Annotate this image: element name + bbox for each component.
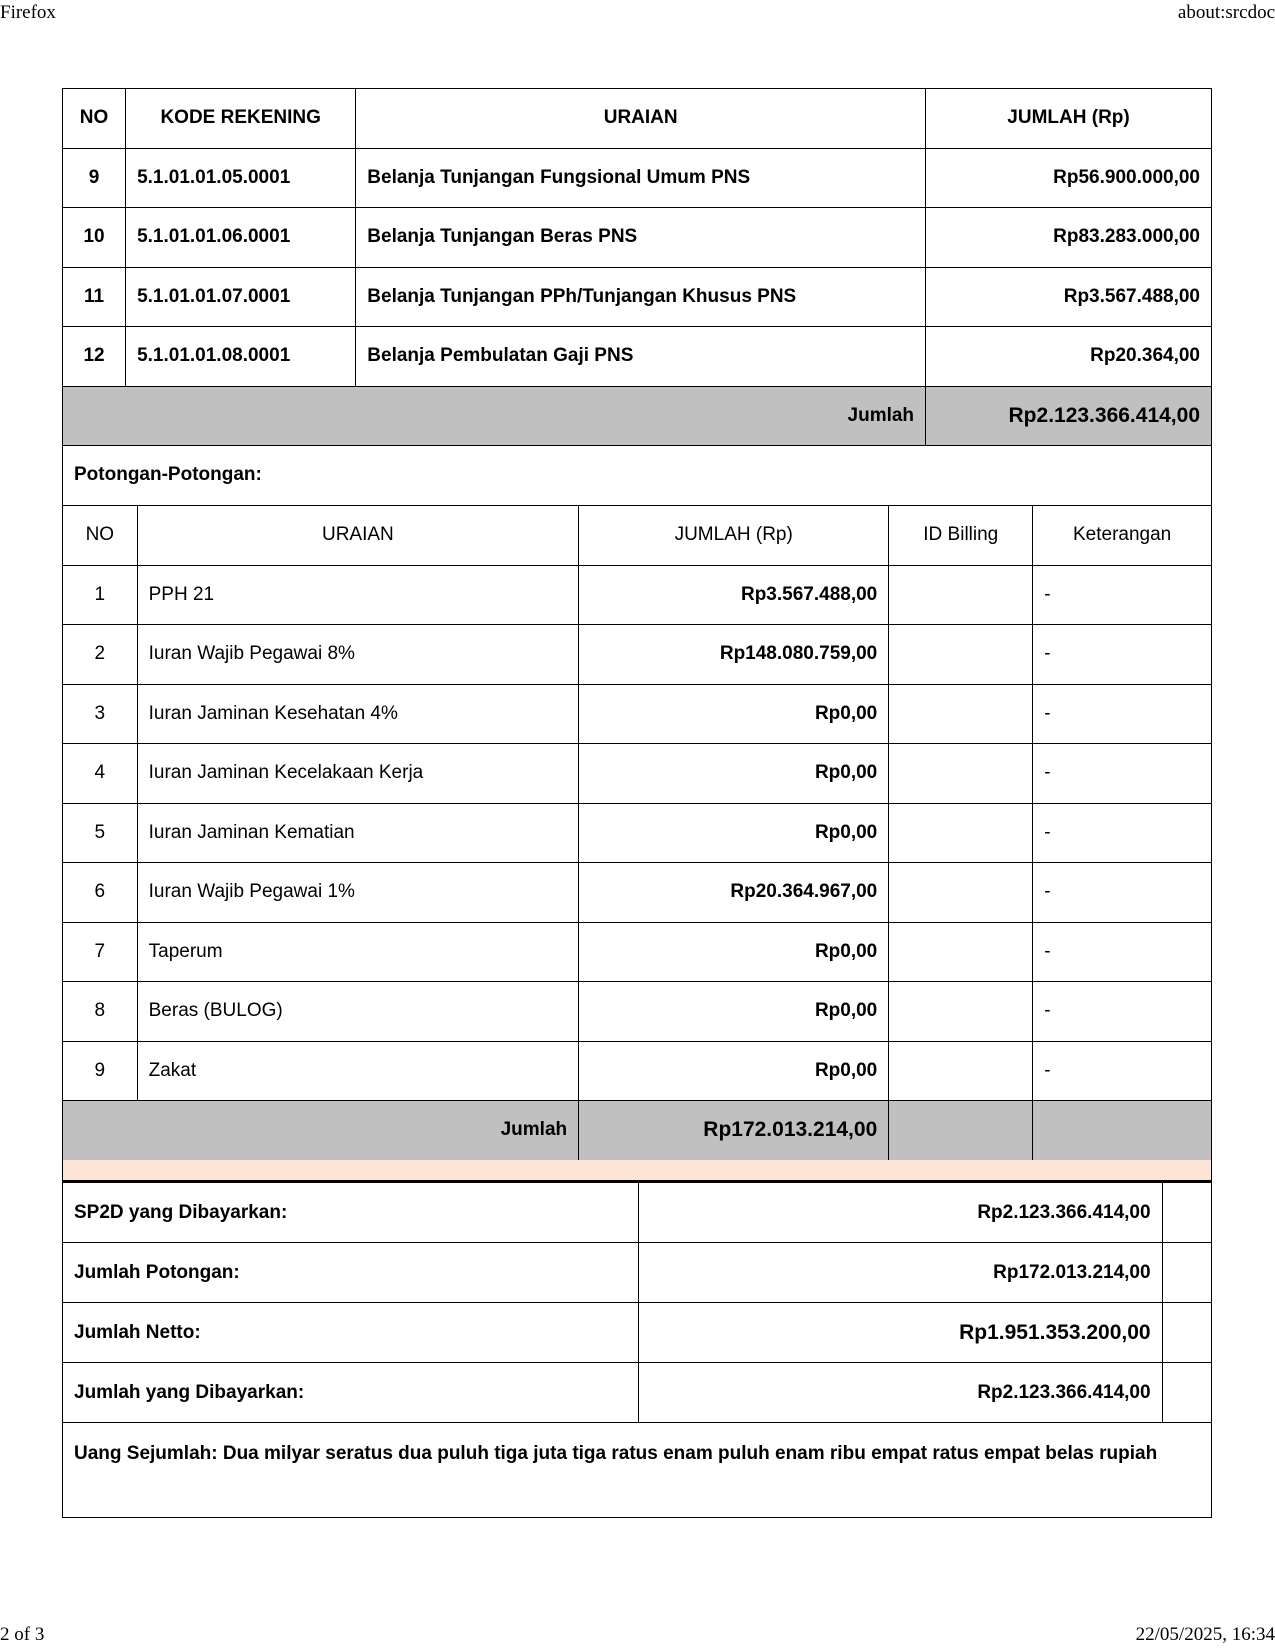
ringkasan-table: [62, 1182, 1212, 1423]
row-no: 10: [63, 208, 126, 268]
row-uraian: Taperum: [137, 922, 579, 982]
potongan-header-row: [63, 506, 1212, 566]
row-jumlah: Rp56.900.000,00: [926, 148, 1212, 208]
row-keterangan: -: [1033, 1041, 1212, 1101]
summary-label: Jumlah Potongan:: [63, 1243, 639, 1303]
row-jumlah: Rp20.364.967,00: [579, 863, 889, 923]
belanja-total-row: [63, 386, 1212, 446]
table-row: [63, 327, 1212, 387]
row-uraian: Iuran Jaminan Kematian: [137, 803, 579, 863]
row-kode: 5.1.01.01.08.0001: [126, 327, 356, 387]
row-keterangan: -: [1033, 625, 1212, 685]
potongan-title: Potongan-Potongan:: [63, 446, 1212, 506]
row-uraian: Belanja Tunjangan Fungsional Umum PNS: [356, 148, 926, 208]
table-row: [63, 625, 1212, 685]
row-no: 9: [63, 148, 126, 208]
row-id-billing: [889, 982, 1033, 1042]
header-uraian: URAIAN: [137, 506, 579, 566]
summary-label: Jumlah Netto:: [63, 1303, 639, 1363]
row-uraian: Beras (BULOG): [137, 982, 579, 1042]
row-jumlah: Rp0,00: [579, 684, 889, 744]
potongan-total-row: [63, 1101, 1212, 1161]
header-jumlah: JUMLAH (Rp): [926, 89, 1212, 149]
row-id-billing: [889, 1041, 1033, 1101]
row-no: 7: [63, 922, 138, 982]
belanja-header-row: [63, 89, 1212, 149]
row-jumlah: Rp3.567.488,00: [926, 267, 1212, 327]
row-keterangan: -: [1033, 922, 1212, 982]
header-no: NO: [63, 506, 138, 566]
row-uraian: Belanja Pembulatan Gaji PNS: [356, 327, 926, 387]
potongan-total-empty: [1033, 1101, 1212, 1161]
page-indicator: 2 of 3: [0, 1624, 45, 1645]
row-kode: 5.1.01.01.07.0001: [126, 267, 356, 327]
row-uraian: Belanja Tunjangan Beras PNS: [356, 208, 926, 268]
table-row: [63, 684, 1212, 744]
amount-in-words: Uang Sejumlah: Dua milyar seratus dua puluh tiga juta tiga ratus enam puluh enam ribu empat ratus empat belas rupiah: [62, 1421, 1212, 1518]
row-no: 12: [63, 327, 126, 387]
table-row: [63, 148, 1212, 208]
table-row: [63, 1041, 1212, 1101]
row-kode: 5.1.01.01.05.0001: [126, 148, 356, 208]
row-no: 1: [63, 565, 138, 625]
header-no: NO: [63, 89, 126, 149]
summary-value: Rp1.951.353.200,00: [639, 1303, 1163, 1363]
row-id-billing: [889, 803, 1033, 863]
row-uraian: Iuran Wajib Pegawai 1%: [137, 863, 579, 923]
header-id-billing: ID Billing: [889, 506, 1033, 566]
summary-value: Rp172.013.214,00: [639, 1243, 1163, 1303]
summary-empty: [1162, 1363, 1211, 1423]
row-keterangan: -: [1033, 803, 1212, 863]
potongan-total-label: Jumlah: [63, 1101, 579, 1161]
row-id-billing: [889, 684, 1033, 744]
row-keterangan: -: [1033, 744, 1212, 804]
page-url: about:srcdoc: [1177, 2, 1275, 23]
row-no: 5: [63, 803, 138, 863]
print-timestamp: 22/05/2025, 16:34: [1135, 1624, 1275, 1645]
summary-label: Jumlah yang Dibayarkan:: [63, 1363, 639, 1423]
row-jumlah: Rp3.567.488,00: [579, 565, 889, 625]
row-id-billing: [889, 744, 1033, 804]
row-id-billing: [889, 922, 1033, 982]
belanja-total-value: Rp2.123.366.414,00: [926, 386, 1212, 446]
row-no: 11: [63, 267, 126, 327]
belanja-table: [62, 88, 1212, 506]
row-keterangan: -: [1033, 982, 1212, 1042]
summary-empty: [1162, 1243, 1211, 1303]
header-keterangan: Keterangan: [1033, 506, 1212, 566]
row-jumlah: Rp148.080.759,00: [579, 625, 889, 685]
row-keterangan: -: [1033, 684, 1212, 744]
header-jumlah: JUMLAH (Rp): [579, 506, 889, 566]
row-no: 4: [63, 744, 138, 804]
row-id-billing: [889, 625, 1033, 685]
summary-value: Rp2.123.366.414,00: [639, 1363, 1163, 1423]
row-jumlah: Rp0,00: [579, 982, 889, 1042]
row-uraian: Iuran Wajib Pegawai 8%: [137, 625, 579, 685]
potongan-title-row: [63, 446, 1212, 506]
header-uraian: URAIAN: [356, 89, 926, 149]
table-row: [63, 565, 1212, 625]
table-row: [63, 803, 1212, 863]
row-uraian: Belanja Tunjangan PPh/Tunjangan Khusus PNS: [356, 267, 926, 327]
row-jumlah: Rp0,00: [579, 744, 889, 804]
table-row: [63, 863, 1212, 923]
browser-title: Firefox: [0, 2, 56, 23]
row-no: 6: [63, 863, 138, 923]
row-no: 8: [63, 982, 138, 1042]
row-keterangan: -: [1033, 565, 1212, 625]
table-row: [63, 267, 1212, 327]
row-id-billing: [889, 863, 1033, 923]
row-jumlah: Rp20.364,00: [926, 327, 1212, 387]
row-uraian: PPH 21: [137, 565, 579, 625]
summary-value: Rp2.123.366.414,00: [639, 1183, 1163, 1243]
row-id-billing: [889, 565, 1033, 625]
table-row: [63, 982, 1212, 1042]
table-row: [63, 922, 1212, 982]
row-no: 3: [63, 684, 138, 744]
row-uraian: Zakat: [137, 1041, 579, 1101]
row-jumlah: Rp0,00: [579, 803, 889, 863]
summary-row: [63, 1303, 1212, 1363]
row-keterangan: -: [1033, 863, 1212, 923]
separator-band: [62, 1160, 1212, 1182]
table-row: [63, 744, 1212, 804]
row-jumlah: Rp0,00: [579, 922, 889, 982]
potongan-table: [62, 505, 1212, 1161]
summary-row: [63, 1243, 1212, 1303]
row-kode: 5.1.01.01.06.0001: [126, 208, 356, 268]
row-no: 9: [63, 1041, 138, 1101]
row-uraian: Iuran Jaminan Kecelakaan Kerja: [137, 744, 579, 804]
potongan-total-empty: [889, 1101, 1033, 1161]
potongan-total-value: Rp172.013.214,00: [579, 1101, 889, 1161]
belanja-total-label: Jumlah: [63, 386, 926, 446]
table-row: [63, 208, 1212, 268]
header-kode-rekening: KODE REKENING: [126, 89, 356, 149]
row-jumlah: Rp83.283.000,00: [926, 208, 1212, 268]
summary-row: [63, 1363, 1212, 1423]
summary-empty: [1162, 1303, 1211, 1363]
row-jumlah: Rp0,00: [579, 1041, 889, 1101]
row-uraian: Iuran Jaminan Kesehatan 4%: [137, 684, 579, 744]
summary-empty: [1162, 1183, 1211, 1243]
summary-row: [63, 1183, 1212, 1243]
summary-label: SP2D yang Dibayarkan:: [63, 1183, 639, 1243]
row-no: 2: [63, 625, 138, 685]
